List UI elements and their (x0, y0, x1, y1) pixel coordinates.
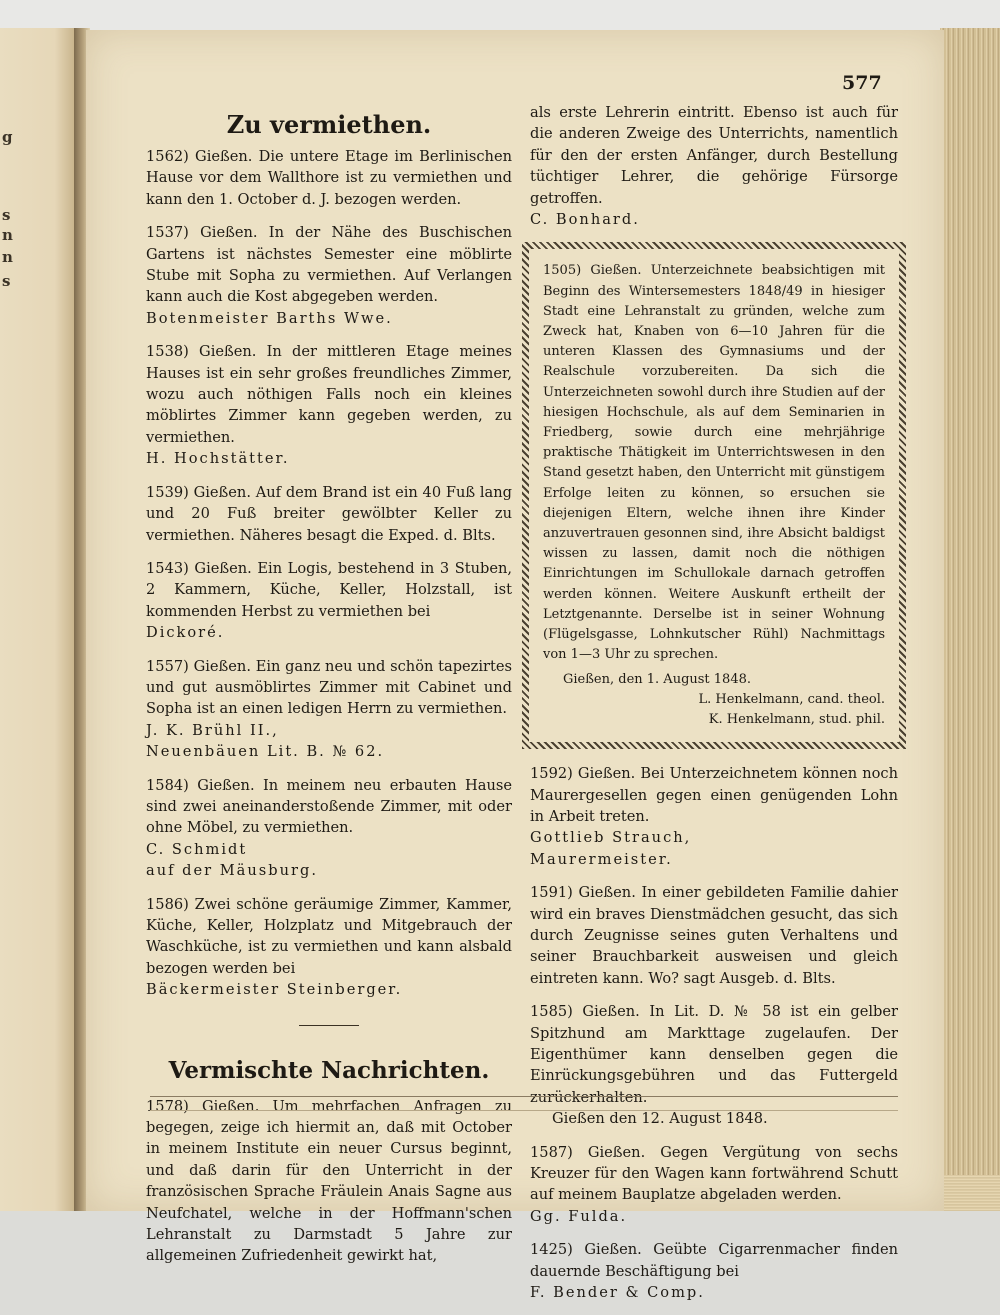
facing-page-fragment: n (2, 248, 13, 266)
ad-1543: 1543) Gießen. Ein Logis, bestehend in 3 Stuben, 2 Kammern, Küche, Keller, Holzstall, ist kommenden Herbst zu vermiethen bei (146, 559, 512, 620)
ad-1592-title: Maurermeister. (530, 850, 673, 868)
ad-1592: 1592) Gießen. Bei Unterzeichnetem können noch Maurergesellen gegen einen genügenden Lohn in Arbeit treten. (530, 765, 898, 825)
facing-page-fragment: s (2, 272, 11, 290)
ad-1587-signature: Gg. Fulda. (530, 1207, 628, 1225)
ad-1505-signature-1: L. Henkelmann, cand. theol. (698, 691, 885, 707)
ad-1584: 1584) Gießen. In meinem neu erbauten Hause sind zwei aneinanderstoßende Zimmer, mit oder ohne Möbel, zu vermiethen. (146, 776, 512, 837)
page-bottom-rule (150, 1096, 898, 1097)
ad-1587: 1587) Gießen. Gegen Vergütung von sechs Kreuzer für den Wagen kann fortwährend Schutt auf meinem Bauplatze abgeladen werden. (530, 1143, 898, 1204)
ad-1505-signature-2: K. Henkelmann, stud. phil. (708, 711, 885, 727)
ad-1425-signature: F. Bender & Comp. (530, 1284, 705, 1302)
ad-1543-signature: Dickoré. (146, 624, 225, 642)
ad-1537-signature: Botenmeister Barths Wwe. (146, 309, 393, 327)
ad-1584-signature: C. Schmidt (146, 840, 248, 858)
ad-1578: 1578) Gießen. Um mehrfachen Anfragen zu begegen, zeige ich hiermit an, daß mit October in meinem Institute ein neuer Cursus beginnt, und daß darin für den Unterricht in der französischen Sprache Fräulein Anais Sagne aus Neufchatel, welche in der Hoffmann'schen Lehranstalt zu Darmstadt 5 Jahre zur allgemeinen Zufriedenheit gewirkt hat, (146, 1097, 512, 1265)
ad-1557-address: Neuenbäuen Lit. B. № 62. (146, 743, 385, 761)
ad-1586-signature: Bäckermeister Steinberger. (146, 981, 403, 999)
ad-1578-signature: C. Bonhard. (530, 211, 640, 229)
section-heading-misc: Vermischte Nachrichten. (168, 1056, 490, 1084)
ad-1538: 1538) Gießen. In der mittleren Etage meines Hauses ist ein sehr großes freundliches Zimmer, wozu auch nöthigen Falls noch ein kleines möblirtes Zimmer kann gegeben werden, zu vermiethen. (146, 343, 512, 446)
ad-1591: 1591) Gießen. In einer gebildeten Familie dahier wird ein braves Dienstmädchen gesucht, das sich durch Zeugnisse seines guten Verhaltens und seiner Brauchbarkeit ausweisen und gleich eintreten kann. Wo? sagt Ausgeb. d. Blts. (530, 884, 898, 987)
ad-1425: 1425) Gießen. Geübte Cigarrenmacher finden dauernde Beschäftigung bei (530, 1241, 898, 1280)
facing-page-fragment: s (2, 206, 11, 224)
ad-1539: 1539) Gießen. Auf dem Brand ist ein 40 Fuß lang und 20 Fuß breiter gewölbter Keller zu vermiethen. Näheres besagt die Exped. d. Blts. (146, 483, 512, 544)
ad-1584-address: auf der Mäusburg. (146, 862, 318, 880)
boxed-ad-1505 (522, 242, 906, 749)
section-divider (299, 1025, 359, 1026)
ad-1505-date: Gießen, den 1. August 1848. (563, 671, 752, 687)
page-bottom-line (150, 1110, 898, 1111)
ad-1585-date: Gießen den 12. August 1848. (552, 1110, 768, 1128)
right-column (530, 102, 898, 1315)
ad-1578-continuation: als erste Lehrerin eintritt. Ebenso ist auch für die anderen Zweige des Unterrichts, namentlich für den der ersten Anfänger, durch Bestellung tüchtiger Lehrer, die gehörige Fürsorge getroffen. (530, 104, 898, 207)
page-number: 577 (842, 72, 882, 94)
ad-1585: 1585) Gießen. In Lit. D. № 58 ist ein gelber Spitzhund am Markttage zugelaufen. Der Eigenthümer kann denselben gegen die Einrückungsgebühren und das Futtergeld zurückerhalten. (530, 1003, 898, 1106)
facing-page-fragment: n (2, 226, 13, 244)
ad-1557-signature: J. K. Brühl II., (146, 721, 279, 739)
facing-page-edge (0, 28, 78, 1211)
ad-1505: 1505) Gießen. Unterzeichnete beabsichtigen mit Beginn des Wintersemesters 1848/49 in hiesiger Stadt eine Lehranstalt zu gründen, welche zum Zweck hat, Knaben von 6—10 Jahren für die unteren Klassen des Gymnasiums und der Realschule vorzubereiten. Da sich die Unterzeichneten sowohl durch ihre Studien auf der hiesigen Hochschule, als auf dem Seminarien in Friedberg, sowie durch eine mehrjährige praktische Thätigkeit im Unterrichtswesen in den Stand gesetzt haben, den Unterricht mit günstigem Erfolge leiten zu können, so ersuchen sie diejenigen Eltern, welche ihnen ihre Kinder anzuvertrauen gesonnen sind, ihre Absicht baldigst wissen zu lassen, damit noch die nöthigen Einrichtungen im Schullokale darnach getroffen werden können. Weitere Auskunft ertheilt der Letztgenannte. Derselbe ist in seiner Wohnung (Flügelsgasse, Lohnkutscher Rühl) Nachmittags von 1—3 Uhr zu sprechen. (543, 263, 885, 663)
ad-1586: 1586) Zwei schöne geräumige Zimmer, Kammer, Küche, Keller, Holzplatz und Mitgebrauch der Waschküche, ist zu vermiethen und kann alsbald bezogen werden bei (146, 895, 512, 977)
facing-page-fragment: g (2, 128, 13, 146)
page-stack-edge (940, 28, 1000, 1211)
ad-1538-signature: H. Hochstätter. (146, 450, 290, 468)
ad-1537: 1537) Gießen. In der Nähe des Buschischen Gartens ist nächstes Semester eine möblirte Stube mit Sopha zu vermiethen. Auf Verlangen kann auch die Kost abgegeben werden. (146, 224, 512, 306)
section-heading-rentals: Zu vermiethen. (226, 110, 432, 139)
ad-1562: 1562) Gießen. Die untere Etage im Berlinischen Hause vor dem Wallthore ist zu vermiethen und kann den 1. October d. J. bezogen werden. (146, 148, 512, 208)
ad-1557: 1557) Gießen. Ein ganz neu und schön tapezirtes und gut ausmöblirtes Zimmer mit Cabinet und Sopha ist an einen ledigen Herrn zu vermiethen. (146, 657, 512, 718)
ad-1592-signature: Gottlieb Strauch, (530, 829, 692, 847)
left-column (146, 110, 512, 1279)
scan-backdrop (0, 0, 1000, 32)
